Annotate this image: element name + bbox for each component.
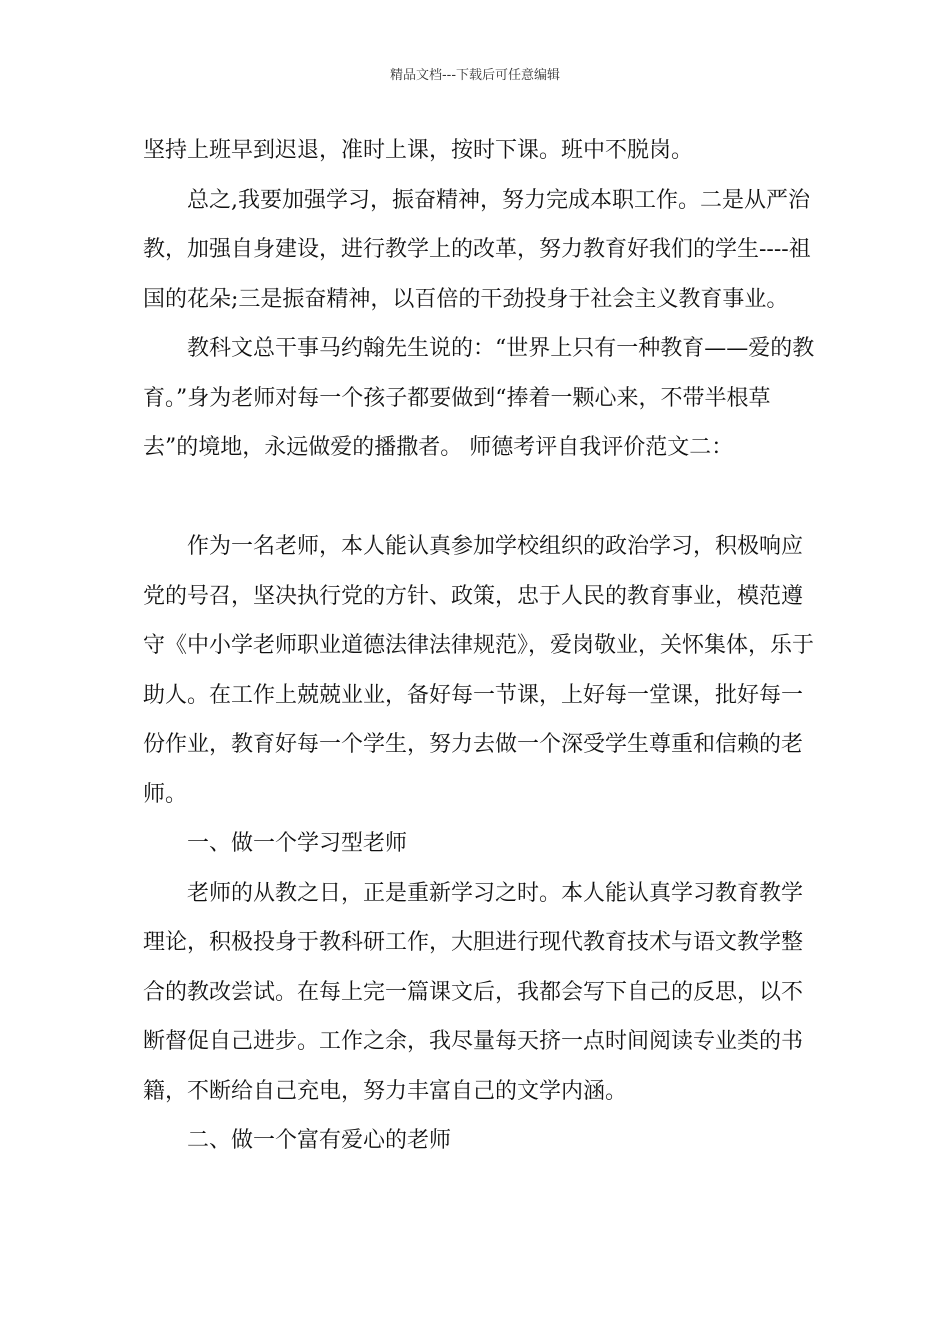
blank-line xyxy=(143,473,823,523)
paragraph-quote: 教科文总干事马约翰先生说的：“世界上只有一种教育——爱的教育。”身为老师对每一个孩子都要做到“捧着一颗心来，不带半根草去”的境地，永远做爱的播撒者。 师德考评自我评价范文二： xyxy=(143,336,815,460)
paragraph-learning: 老师的从教之日，正是重新学习之时。本人能认真学习教育教学理论，积极投身于教科研工作，大胆进行现代教育技术与语文教学整合的教改尝试。在每上完一篇课文后，我都会写下自己的反思，以不断督促自己进步。工作之余，我尽量每天挤一点时间阅读专业类的书籍，不断给自己充电，努力丰富自己的文学内涵。 xyxy=(143,880,804,1104)
document-body xyxy=(143,126,823,1166)
paragraph-continuation: 坚持上班早到迟退，准时上课，按时下课。班中不脱岗。 xyxy=(143,138,694,163)
paragraph-intro: 作为一名老师，本人能认真参加学校组织的政治学习，积极响应党的号召，坚决执行党的方针、政策，忠于人民的教育事业，模范遵守《中小学老师职业道德法律法律规范》，爱岗敬业，关怀集体，乐于助人。在工作上兢兢业业，备好每一节课，上好每一堂课，批好每一份作业，教育好每一个学生，努力去做一个深受学生尊重和信赖的老师。 xyxy=(143,534,815,807)
section-heading-1: 一、做一个学习型老师 xyxy=(187,831,408,856)
paragraph-summary: 总之,我要加强学习，振奋精神，努力完成本职工作。二是从严治教，加强自身建设，进行教学上的改革，努力教育好我们的学生----祖国的花朵;三是振奋精神，以百倍的干劲投身于社会主义教育事业。 xyxy=(143,187,811,312)
section-heading-2: 二、做一个富有爱心的老师 xyxy=(187,1128,452,1153)
page-header: 精品文档---下载后可任意编辑 xyxy=(389,68,561,83)
